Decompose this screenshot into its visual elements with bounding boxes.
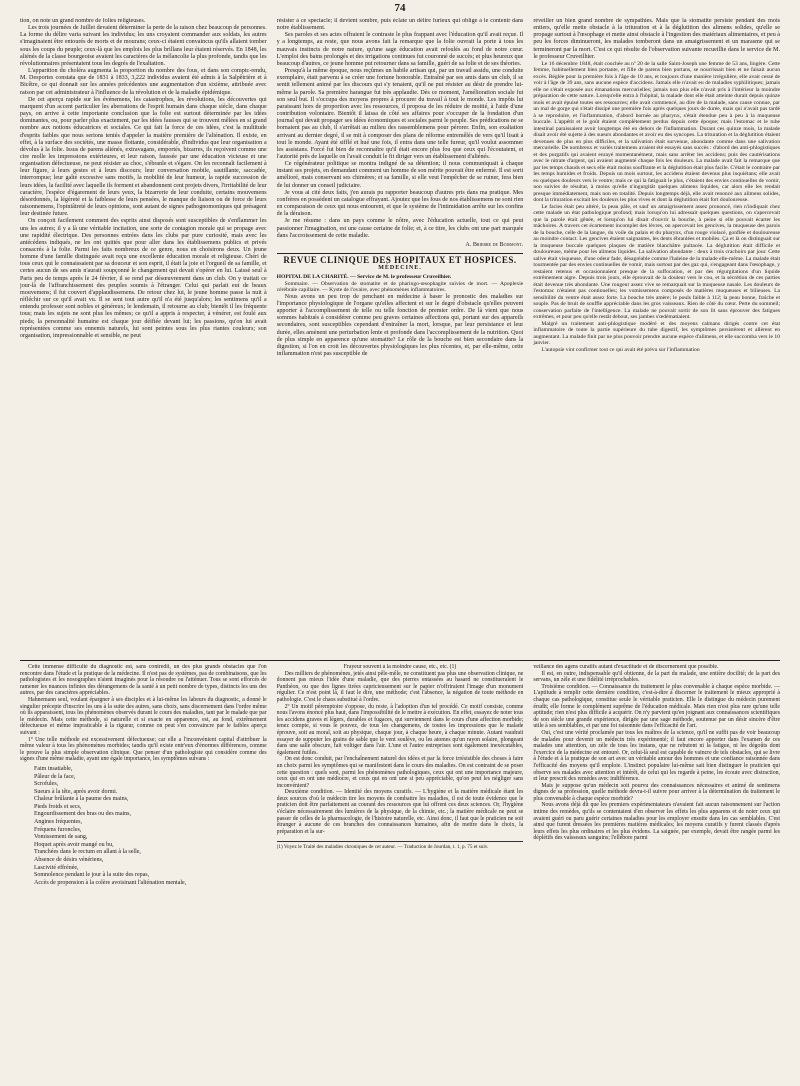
footnote: (1) Voyez le Traité des maladies chroniques de cet auteur. — Traduction de Jourdan, t. 1, p. 75 et suiv. — [277, 841, 524, 850]
bottom-column-3 — [533, 664, 780, 1080]
paragraph: Ce régénérateur politique se montra indigné de sa détention; il nous communiquait à chaque instant ses projets, en demandant comment un homme de son mérite pouvait être enfermé. Il est sorti amélioré, mais conservant ses chimères; et sa famille, si elle veut l'empêcher de se ruiner, fera bien de lui donner un conseil judiciaire. — [276, 161, 524, 189]
symptom-line: Accès de propension à la colère avoisinant l'aliénation mentale, — [34, 879, 187, 886]
signature: A. Brierre de Boismont. — [465, 241, 524, 248]
top-section — [20, 18, 780, 658]
paragraph: Nous avons déjà dit que les premiers expérimentateurs n'avaient fait aucun raisonnement sur l'action intime des remèdes, qu'ils se contentaient d'en observer les effets les plus apparens et de noter ceux qui avaient guéri ou paru guérir certaines maladies pour les employer ensuite dans les cas semblables. C'est ainsi que furent dressées les premières matières médicales; les moyens curatifs y furent classés d'après leurs effets les plus ordinaires et les plus évidens. La saignée, par exemple, devait être rangée parmi les déplétifs des vaisseaux sanguins; l'ellébore parmi — [533, 802, 781, 842]
paragraph: Frayeur souvent à la moindre cause, etc., etc. (1) — [343, 664, 457, 670]
page-number: 74 — [394, 2, 406, 14]
symptom-line: Scrofules, — [34, 781, 59, 788]
paragraph: 1º Une telle méthode est excessivement défectueuse; car elle a l'inconvénient capital d'attribuer la même valeur à tous les phénomènes morbides; tandis qu'il existe entr'eux d'énormes différences, comme le prouve la plus simple observation clinique. Que penser d'un pathologiste qui considère comme des signes d'une même maladie, ayant une égale importance, les symptômes suivans : — [20, 736, 267, 763]
paragraph: Hahnemann seul, voulant épargner à ses disciples et à lui-même les labeurs du diagnostic, a donné le singulier précepte d'inscrire les uns à la suite des autres, sans choix, sans discernement dans l'ordre même où ils apparaissent, tous les phénomènes observés durant le cours des maladies, tant par le malade que par le médecin. Mais cette méthode, si naturelle et si exacte en apparence, est, au fond, extrêmement défectueuse et même impraticable à la rigueur, comme on peut s'en convaincre par le faibles aperçu suivant : — [20, 696, 267, 736]
paragraph: Deuxième condition. — Identité des moyens curatifs. — L'hygiène et la matière médicale étant les deux sources d'où le médecin tire les moyens de combattre les maladies, il est de toute évidence que le praticien doit être parfaitement au courant des ressources que lui offrent ces deux sciences. Or, l'hygiène s'éclaire nécessairement des lumières de la physique, de la chimie, etc.; la matière médicale ne peut se passer de celles de la pharmacologie, de l'histoire naturelle, etc. Ainsi donc, il faut que le praticien ne soit étranger à aucune de ces branches des connaissances humaines, afin de mettre dans le choix, la préparation et la sur- — [276, 789, 524, 835]
paragraph: On est donc conduit, par l'enchaînement naturel des idées et par la force irrésistible des choses à faire un choix parmi les symptômes qui se manifestent dans le cours des maladies. On est contraint de se poser cette question : quels sont, parmi les phénomènes pathologiques, ceux qui ont une importance majeure, ceux qui en ont une médiocre, et ceux qui en ont une si peu appréciable, qu'on peut les négliger sans inconvénient? — [276, 756, 524, 789]
symptom-line: Angines fréquentes, — [34, 819, 82, 826]
symptom-line: Hoquet après avoir mangé ou bu, — [34, 841, 114, 848]
feuilleton — [20, 664, 780, 1080]
paragraph: Le 16 décembre 1848, était couchée au nº 20 de la salle Saint-Joseph une femme de 53 ans, lingère. Cette femme, habituellement bien portante, et fille de parens bien portans, se nourrissait bien et ne faisait aucun excès. Réglée pour la première fois à l'âge de 10 ans, et toujours d'une manière irrégulière, elle avait cessé de voir à l'âge de 39 ans, sans aucune espèce d'accidens. Jamais elle n'avait eu de maladies syphilitiques; jamais elle ne s'était exposée aux émanations mercurielles; jamais non plus elle n'avait pris à l'intérieur la moindre préparation de cette nature. Lorsqu'elle entra à l'hôpital, la malade dont elle était atteinte durait depuis quinze mois et avait épuisé toutes ses ressources; elle avait commencé, au dire de la malade, sans cause connue, par un mal de gorge qui s'était dissipé une première fois après quelques jours de durée, mais qui n'avait pas tardé à se reproduire, et l'inflammation, d'abord bornée au pharynx, s'était étendue peu à peu à la muqueuse buccale. L'appétit et le goût étaient complètement perdus depuis cette époque; mais l'estomac et le tube intestinal paraissaient avoir longtemps été en dehors de l'inflammation. Durant ces quinze mois, la malade disait avoir été sujette à des sueurs abondantes et avoir eu des syncopes. La trituration et la déglutition étaient devenues de plus en plus difficiles, et la salivation était survenue, abondante comme dans une salivation mercurielle. De nombreux et variés traitemens avaient été essayés sans succès : d'abord des anti-phlogistiques et des purgatifs qui avaient enrayé momentanément, mais sans arrêter les accidens; puis des cautérisations avec le nitrate d'argent, qui avaient augmenté chaque fois les douleurs. La malade avait fait la remarque que par les temps chauds et secs elle était moins souffrante et la déglutition était plus facile. C'était le contraire par les temps humides et froids. Depuis un mois surtout, les accidens étaient devenus plus inquiétans; elle avait eu quelques douleurs vers le ventre; mais ce qui la fatiguait le plus, c'étaient des envies continuelles de vomir, non suivies de résultat, à moins qu'elle n'ingurgitât quelques alimens liquides, car alors elle les rendait presque immédiatement, mais non en totalité. Depuis longtemps déjà, elle avait renoncé aux alimens solides, dont la trituration excitait les douleurs les plus vives et dont la déglutition était fort douloureuse. — [533, 60, 781, 204]
paragraph: Je me résume : dans un pays comme le nôtre, avec l'éducation actuelle, tout ce qui peut passionner l'imagination, est une cause certaine de folie; et, à ce titre, les clubs ont une part marquée dans l'accroissement de cette maladie. — [276, 218, 524, 239]
symptom-list — [34, 766, 267, 888]
paragraph: Troisième condition. — Connaissance du traitement le plus convenable à chaque espèce morbide. — L'aptitude à remplir cette dernière condition, c'est-à-dire à discerner le traitement le mieux approprié à chaque cas pathologique, constitue seule le véritable praticien. Elle le distingue du médecin purement érudit; elle forme le complément suprême de l'éducation médicale. Mais rien n'est plus rare qu'une telle aptitude; rien n'est plus difficile à acquérir. On n'y parvient qu'en joignant aux connaissances scientifiques de son siècle une grande expérience, dirigée par une sage méthode, soutenue par un désir sincère d'être utile à ses semblables, et par une foi raisonnée dans l'efficacité de l'art. — [533, 683, 781, 730]
sommaire: Sommaire. — Observation de stomatite et de pharingo-œsophagite suivies de mort. — Apoplexie cérébrale capillaire. — Kyste de l'ovaire, avec phénomènes inflammatoires. — [276, 280, 524, 294]
paragraph: Malgré un traitement anti-phlogistique modéré et des moyens calmans dirigés contre cet état inflammatoire de toute la partie supérieure du tube digestif, les symptômes persistèrent et allèrent en augmentant. La malade finit par ne plus pouvoir prendre aucune espèce d'alimens, et elle succomba vers le 10 janvier. — [533, 320, 781, 347]
section-rule — [277, 253, 524, 254]
section-title: REVUE CLINIQUE DES HOPITAUX ET HOSPICES. — [283, 255, 517, 265]
symptom-line: Lascivité effrénée, — [34, 864, 79, 871]
symptom-line: Engourdissement des bras ou des mains, — [34, 811, 131, 818]
bottom-column-1 — [20, 664, 267, 1080]
column-1 — [20, 18, 267, 658]
symptom-line: Pâleur de la face, — [34, 773, 76, 780]
paragraph: veillance des agens curatifs autant d'exactitude et de discernement que possible. — [533, 664, 719, 670]
paragraph: tion, on note un grand nombre de folies religieuses. — [20, 18, 146, 24]
hospital-heading: HOPITAL DE LA CHARITÉ. — Service de M. le professeur Cruveilhier. — [276, 274, 452, 281]
paragraph: Nous avons un peu trop de penchant en médecine à baser le pronostic des maladies sur l'importance physiologique de l'organe qu'elles affectent et sur le degré d'obstacle qu'elles peuvent apporter à l'accomplissement de telle ou telle fonction de premier ordre. De là vient que nous sommes habitués à considérer comme peu graves certaines affections qui, portant sur des appareils secondaires, sont susceptibles cependant d'entraîner la mort, lorsque, par leur persistance et leur durée, elles amènent une perturbation lente et profonde dans l'accomplissement de la nutrition. Quoi de plus simple en apparence qu'une stomatite? Le rôle de la bouche est bien secondaire dans la digestion, si l'on en croit les découvertes physiologiques les plus récentes, et, par elle-même, cette inflammation n'est pas susceptible de — [276, 293, 524, 358]
paragraph: réveiller un bien grand nombre de sympathies. Mais que la stomatite persiste pendant des mois entiers, qu'elle mette obstacle à la trituration et à la déglutition des alimens solides, qu'elle se propage surtout à l'œsophage et mette ainsi obstacle à l'ingestion des matériaux alimentaires, et peu à peu les forces diminueront, les malades tomberont dans un amaigrissement et un marasme qui se termineront par la mort. C'est ce qui résulte de l'observation suivante recueillie dans le service de M. le professeur Cruveilhier. — [533, 18, 781, 60]
paragraph: De cet aperçu rapide sur les événemens, les catastrophes, les révolutions, les découvertes qui marquent d'un accent particulier les aberrations de l'esprit humain dans chaque siècle, dans chaque pays, on arrive à cette importante conclusion que la folie est surtout déterminée par les idées dominantes, ou, pour parler plus exactement, par les idées fausses qui se trouvent mêlées en si grand nombre aux notions éducatrices et sociales. Ce qui fait la force de ces idées, c'est la multitude d'esprits faibles que nous serions tentés d'appeler la matière première de l'aliénation. Il existe, en effet, à la surface des sociétés, une masse flottante, considérable, d'individus que leur organisation a dévolus à la folie. Issus de parens aliénés, extravagans, emportés, bizarres, ils reçoivent comme une cire molle les impressions extérieures, et leur raison, faussée par une éducation vicieuse et une organisation défectueuse, ne peut résister au choc, s'ébranle et s'égare. On les reconnaît facilement à leur figure, à leurs gestes et à leurs discours; leur conversation mobile, sautillante, saccadée, interrompue; leur gaîté excessive sans motifs, la mobilité de leur humeur, la rapide succession de leurs idées, la facilité avec laquelle ils forment et abandonnent cent projets divers, l'irritabilité de leur caractère, l'espèce d'égarement de leurs yeux, la bizarrerie de leur conduite, certains mouvemens désordonnés, la légèreté et la faiblesse de leurs pensées, le manque de liaison ou de force de leurs raisonnemens, l'opiniâtreté de leurs opinions, sont autant de signes pathognomoniques qui présagent leur destinée future. — [20, 96, 267, 218]
paragraph: résister à ce spectacle; il devient sombre, puis éclate un délire furieux qui oblige à le contenir dans notre établissement. — [276, 18, 524, 32]
symptom-line: Absence de désirs vénériens, — [34, 857, 104, 864]
paragraph: 2º Un motif péremptoire s'oppose, du reste, à l'adoption d'un tel procédé. Ce motif consiste, comme nous l'avons énoncé plus haut, dans l'impossibilité de le mettre à exécution. En effet, essayez de noter tous les accidens graves et légers, durables et fugaces, qui surviennent dans le cours d'une affection morbide; tenez compte, si vous le pouvez, de tous les changemens, de toutes les impressions que le malade éprouve, soit au moral, soit au physique, chaque jour, à chaque heure, à chaque minute. Autant vaudrait essayer de supputer les grains de sable que le vent soulève, ou les atomes qu'un rayon solaire, plongeant dans une salle obscure, fait voltiger dans l'air. L'une et l'autre entreprises sont également inexécutables, également futiles. — [276, 703, 524, 756]
symptom-line: Chaleur brûlante à la paume des mains, — [34, 796, 129, 803]
symptom-line: Somnolence pendant le jour à la suite des repas, — [34, 872, 150, 879]
symptom-line: Pieds froids et secs, — [34, 803, 82, 810]
bottom-column-2 — [277, 664, 524, 1080]
paragraph: Le facies était peu altéré, la peau pâle, et sauf un amaigrissement assez prononcé, rien n'indiquait chez cette malade un état pathologique profond; mais lorsqu'on lui adressait quelques questions, on s'apercevait que la parole était gênée, et lorsqu'on lui disait d'ouvrir la bouche, à peine si elle pouvait écarter les mâchoires. A travers cet écartement incomplet des lèvres, on apercevait les gencives, la muqueuse des parois de la bouche, celle de la langue, du voile du palais et du pharynx, d'un rouge violacé, gonflée et douloureuse au moindre contact. Les gencives étaient saignantes, les dents ébranlées et mobiles. Ça et là on distinguait sur la muqueuse buccale quelques plaques de matière blanchâtre pultacée. La déglutition était difficile et douloureuse, même pour les alimens liquides. La salivation abondante : deux à trois crachoirs par jour. Cette salive était visqueuse, d'une odeur fade, désagréable comme l'haleine de la malade elle-même. La malade était tourmentée par des envies continuelles de vomir, mais surtout par des gaz qui, s'engageant dans l'œsophage, y restaient retenus et occasionnaient presque de la suffocation, et par des régurgitations d'un liquide extrêmement aigre. Depuis trois jours, elle éprouvait de la douleur vers le cou, et la sécrétion de ces parties était devenue très abondante. Une rougeur assez vive se remarquait sur la muqueuse nasale. Les douleurs de l'estomac n'étaient pas continuelles; les vomissemens composés de matières muqueuses et bilieuses. La sensibilité du ventre était assez forte. La bouche très amère; le pouls faible à 112; la peau bonne, fraîche et souple. Pas de bruit de souffle appréciable dans les gros vaisseaux. Rien de côté du cœur. Perte du sommeil; conservation parfaite de l'intelligence. La malade ne pouvait sortir de son lit sans éprouver des fatigues extrêmes, et pour peu qu'elle restât debout, ses jambes s'œdématiaient. — [533, 203, 781, 321]
paragraph: Oui, c'est une vérité proclamée par tous les maîtres de la science, qu'il ne suffit pas de voir beaucoup de malades pour devenir un médecin très expérimenté; il faut encore apporter dans l'examen de ces malades une attention, un zèle de tous les instans, que ne rebutent ni la fatigue, ni les dégoûts dont l'exercice de la médecine est entouré. Or, celui-là seul est capable de vaincre de tels obstacles, qui se livre à l'étude et à la pratique de son art avec un véritable amour des hommes et une confiance raisonnée dans l'efficacité des moyens qu'il emploie. L'instinct populaire lui-même sait bien distinguer le praticien qui observe ses malades avec attention et intérêt, de celui qui les regarde à peine, les écoute avec distraction, et leur prescrit des remèdes avec indifférence. — [533, 729, 781, 783]
paragraph: Cette immense difficulté du diagnostic est, sans contredit, un des plus grands obstacles que l'on rencontre dans l'étude et la pratique de la médecine. Il n'est pas de systèmes, pas de combinaisons, que les pathologistes et les nosographes n'aient imaginés pour la résoudre ou l'atténuer. Tous se sont efforcés de ramener les nuances infinies des dérangemens de la santé à un petit nombre de types, distincts les uns des autres, par des caractères appréciables. — [20, 664, 267, 697]
symptom-line: Tranchées dans le rectum en allant à la selle, — [34, 849, 141, 856]
column-3 — [533, 18, 780, 658]
paragraph: Presqu'à la même époque, nous reçûmes un habile artisan qui, par un travail assidu, une conduite exemplaire, était parvenu à se créer une fortune honorable. Entraîné par ses amis dans un club, il se sentit tellement animé par les discours qui s'y tenaient, qu'il ne put résister au désir de prendre lui-même la parole. Sa première harangue fut très applaudie. Dès ce moment, l'amélioration sociale fut son seul but. Il s'occupa des moyens propres à procurer du travail à tout le monde. Les impôts lui paraissant hors de proportion avec les ressources, il proposa de les réduire de moitié, à l'aide d'une contribution volontaire. Bientôt il laissa de côté ses affaires pour s'occuper de la fondation d'un journal qui devait propager ses idées économiques et sociales parmi le peuple. Ses prédications ne se bornaient pas au club, il s'arrêtait au milieu des rassemblemens pour pérorer. Enfin, son exaltation arrivant au dernier degré, il se mit à composer des plans de réforme entremêlés de vers qu'il lisait à tout le monde. Ayant été sifflé et hué une fois, il entra dans une telle fureur, qu'il voulut assommer les assistans. Forcé fut bien de reconnaître qu'il était encore plus fou que ceux qui l'écoutaient, et l'autorité près de laquelle on l'avait conduit le fit diriger vers un établissement d'aliénés. — [276, 68, 524, 160]
page-divider — [20, 660, 780, 661]
section-subtitle: MÉDECINE. — [378, 265, 422, 272]
symptom-line: Sueurs à la tête, après avoir dormi. — [34, 788, 118, 795]
symptom-line: Fréquens furoncles, — [34, 826, 82, 833]
column-2 — [277, 18, 524, 658]
paragraph: On conçoit facilement comment des esprits ainsi disposés sont susceptibles de s'enflammer les uns les autres; il y a là une véritable incitation, une sorte de contagion morale qui se propage avec une rapidité électrique. Des personnes entrées dans les clubs par pure curiosité, mais avec les antécédens indiqués, ne les ont quittés que pour aller dans les établissemens publics et privés consacrés à la folie. Parmi les faits nombreux de ce genre, nous en choisirons deux. Un jeune homme d'une famille distinguée avait reçu une excellente éducation morale et religieuse. Chéri de tous ceux qui le connaissaient par sa douceur et son esprit, il était la joie et l'orgueil de sa famille, et certes aucun de ses amis n'aurait soupçonné le changement qui devait s'opérer en lui. Laissé seul à Paris peu de temps après le 24 février, il se rend par désœuvrement dans un club. On y traitait ce jour-là de l'affranchissement des peuples soumis à l'étranger. Celui qui parlait eut de beaux mouvemens; il fut couvert d'applaudissemens. De retour chez lui, le jeune homme passe la nuit à réfléchir sur ce qu'il avait vu. Il se sent tout autre qu'il n'a été jusqu'alors; les sentimens qu'il a entendu professer sont nobles et généreux; le lendemain, il retourne au club; bientôt il les fréquente tous; mais les sujets ne sont plus les mêmes; ce qu'il a appris à respecter, à vénérer, est foulé aux pieds; la personnalité humaine est chaque jour déifiée devant lui; les passions, qu'on lui avait représentées comme ses ennemis naturels, lui sont peintes sous les plus riantes couleurs; son organisation, impressionnable et sensible, ne peut — [20, 218, 267, 339]
paragraph: Des milliers de phénomènes, jetés ainsi pêle-mêle, ne constituent pas plus une observation clinique, ne donnent pas mieux l'idée d'une maladie, que des pierres entassées au hasard ne constitueraient le Panthéon, ou que des lignes tirées capricieusement sur le papier n'offriraient l'image d'un monument régulier. Ce n'est point là, il faut le dire, une méthode; c'est l'absence, la négation de toute méthode en pathologie. C'est le chaos substitué à l'ordre. — [276, 670, 524, 703]
paragraph: L'apparition du choléra augmenta la proportion du nombre des fous, et dans son comptc-rendu, M. Desportes constata que de 1831 à 1833, 3,222 individus avaient été admis à la Salpêtrière et à Bicêtre, ce qui donnait sur les années précédentes une augmentation d'un sixième, attribuée avec raison par cet administrateur à l'influence de la révolution et de la maladie épidémique. — [20, 68, 267, 96]
paragraph: Je vous ai cité deux faits, j'en aurais pu rapporter beaucoup d'autres pris dans ma pratique. Mes confrères en possèdent un catalogue effrayant. Ajoutez que les fous de nos établissemens ne sont rien en comparaison de ceux qui nous entourent, et que le système de l'intimidation arrête sur les confins de la déraison. — [276, 189, 524, 218]
paragraph: Il est, en outre, indispensable qu'il obtienne, de la part du malade, une entière docilité; de la part des servans, un zèle et une fidélité irréprochables. — [533, 670, 781, 684]
symptom-line: Faim insatiable, — [34, 765, 73, 772]
paragraph: Mais je suppose qu'un médecin soit pourvu des connaissances nécessaires et animé de sentimens dignes de sa profession, quelle méthode devra-t-il suivre pour arriver à la détermination du traitement le plus convenable à chaque espèce morbide? — [533, 782, 781, 802]
symptom-line: Vomissement de sang, — [34, 834, 88, 841]
paragraph: Les trois journées de Juillet devaient déterminer la perte de la raison chez beaucoup de personnes. La forme du délire varia suivant les individus; les uns croyaient commander aux soldats, les autres s'imaginaient être entourés de morts et de mourans; ceux-ci étaient convaincus qu'ils allaient tomber sous les coups du peuple; ceux-là que les emplois les plus brillans leur étaient réservés. En 1848, les aliénés de la classe bourgeoise avaient les caractères de la mélancolie la plus profonde, tandis que les révolutionnaires présentaient tous les degrés de l'exaltation. — [20, 25, 267, 67]
paragraph: Ses paroles et ses actes offraient le contraste le plus frappant avec l'éducation qu'il avait reçue. Il y a longtemps, au reste, que nous avons fait la remarque que la folie ouvrait la porte à tous les mauvais instincts de notre nature, qu'une sage éducation avait refoulés au fond de notre cœur. L'emploi des bains prolongés et des irrigations continues fut couronné de succès; et plus heureux que beaucoup d'autres, ce jeune homme put retourner dans sa famille, guéri de sa folie et de ses théories. — [276, 32, 524, 67]
paragraph: L'autopsie vint confirmer tout ce qui avait été prévu sur l'inflammation — [541, 346, 700, 353]
